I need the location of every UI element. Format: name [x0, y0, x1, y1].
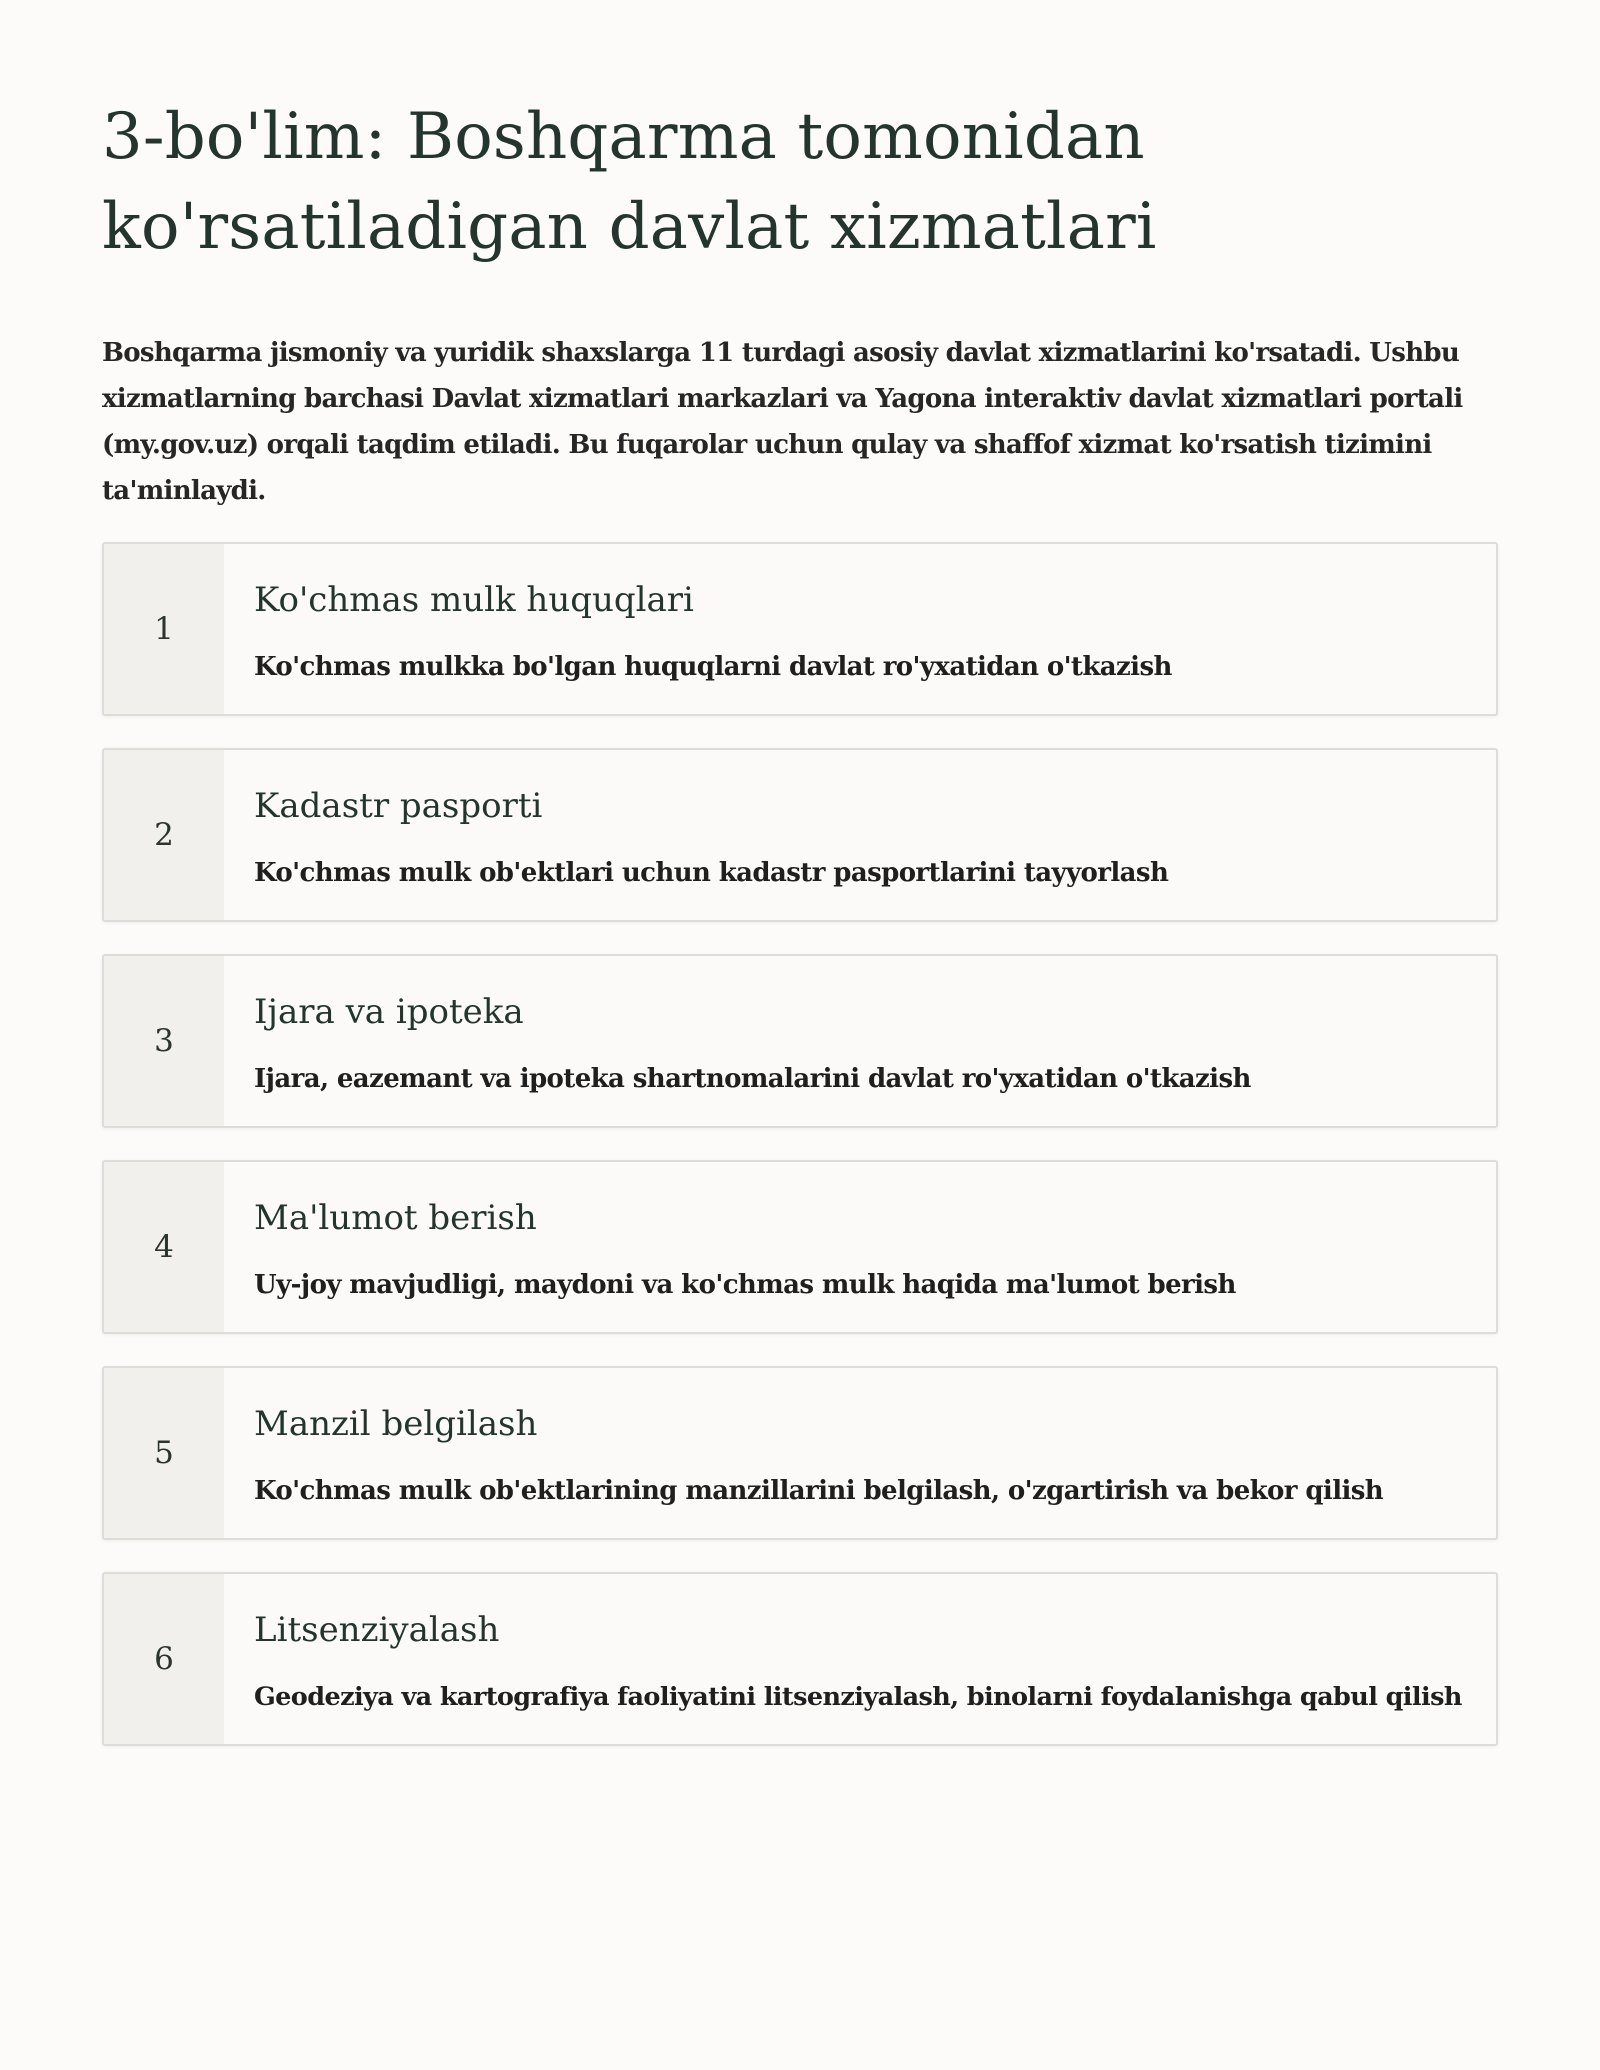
service-card	[102, 954, 1498, 1128]
intro-paragraph: Boshqarma jismoniy va yuridik shaxslarga 11 turdagi asosiy davlat xizmatlarini ko'rsatadi. Ushbu xizmatlarning barchasi Davlat xizmatlari markazlari va Yagona interaktiv davlat xizmatlari portali (my.gov.uz) orqali taqdim etiladi. Bu fuqarolar uchun qulay va shaffof xizmat ko'rsatish tizimini ta'minlaydi.	[102, 338, 1463, 506]
service-title: Kadastr pasporti	[254, 786, 543, 826]
service-title: Ma'lumot berish	[254, 1198, 537, 1238]
service-number: 3	[104, 956, 224, 1126]
service-number: 4	[104, 1162, 224, 1332]
service-title: Litsenziyalash	[254, 1610, 500, 1650]
service-card	[102, 542, 1498, 716]
service-number: 5	[104, 1368, 224, 1538]
service-card	[102, 1160, 1498, 1334]
service-description: Geodeziya va kartografiya faoliyatini litsenziyalash, binolarni foydalanishga qabul qilish	[254, 1682, 1462, 1712]
services-list	[102, 542, 1498, 1778]
service-title: Ko'chmas mulk huquqlari	[254, 580, 694, 620]
service-number: 1	[104, 544, 224, 714]
service-number: 6	[104, 1574, 224, 1744]
service-description: Ko'chmas mulk ob'ektlari uchun kadastr pasportlarini tayyorlash	[254, 858, 1169, 888]
service-description: Ijara, eazemant va ipoteka shartnomalarini davlat ro'yxatidan o'tkazish	[254, 1064, 1251, 1094]
service-card	[102, 748, 1498, 922]
service-card	[102, 1366, 1498, 1540]
page-title: 3-bo'lim: Boshqarma tomonidan ko'rsatiladigan davlat xizmatlari	[102, 100, 1157, 264]
service-description: Ko'chmas mulkka bo'lgan huquqlarni davlat ro'yxatidan o'tkazish	[254, 652, 1172, 682]
service-number: 2	[104, 750, 224, 920]
service-title: Ijara va ipoteka	[254, 992, 524, 1032]
service-description: Ko'chmas mulk ob'ektlarining manzillarini belgilash, o'zgartirish va bekor qilish	[254, 1476, 1384, 1506]
service-title: Manzil belgilash	[254, 1404, 538, 1444]
service-card	[102, 1572, 1498, 1746]
service-description: Uy-joy mavjudligi, maydoni va ko'chmas mulk haqida ma'lumot berish	[254, 1270, 1236, 1300]
